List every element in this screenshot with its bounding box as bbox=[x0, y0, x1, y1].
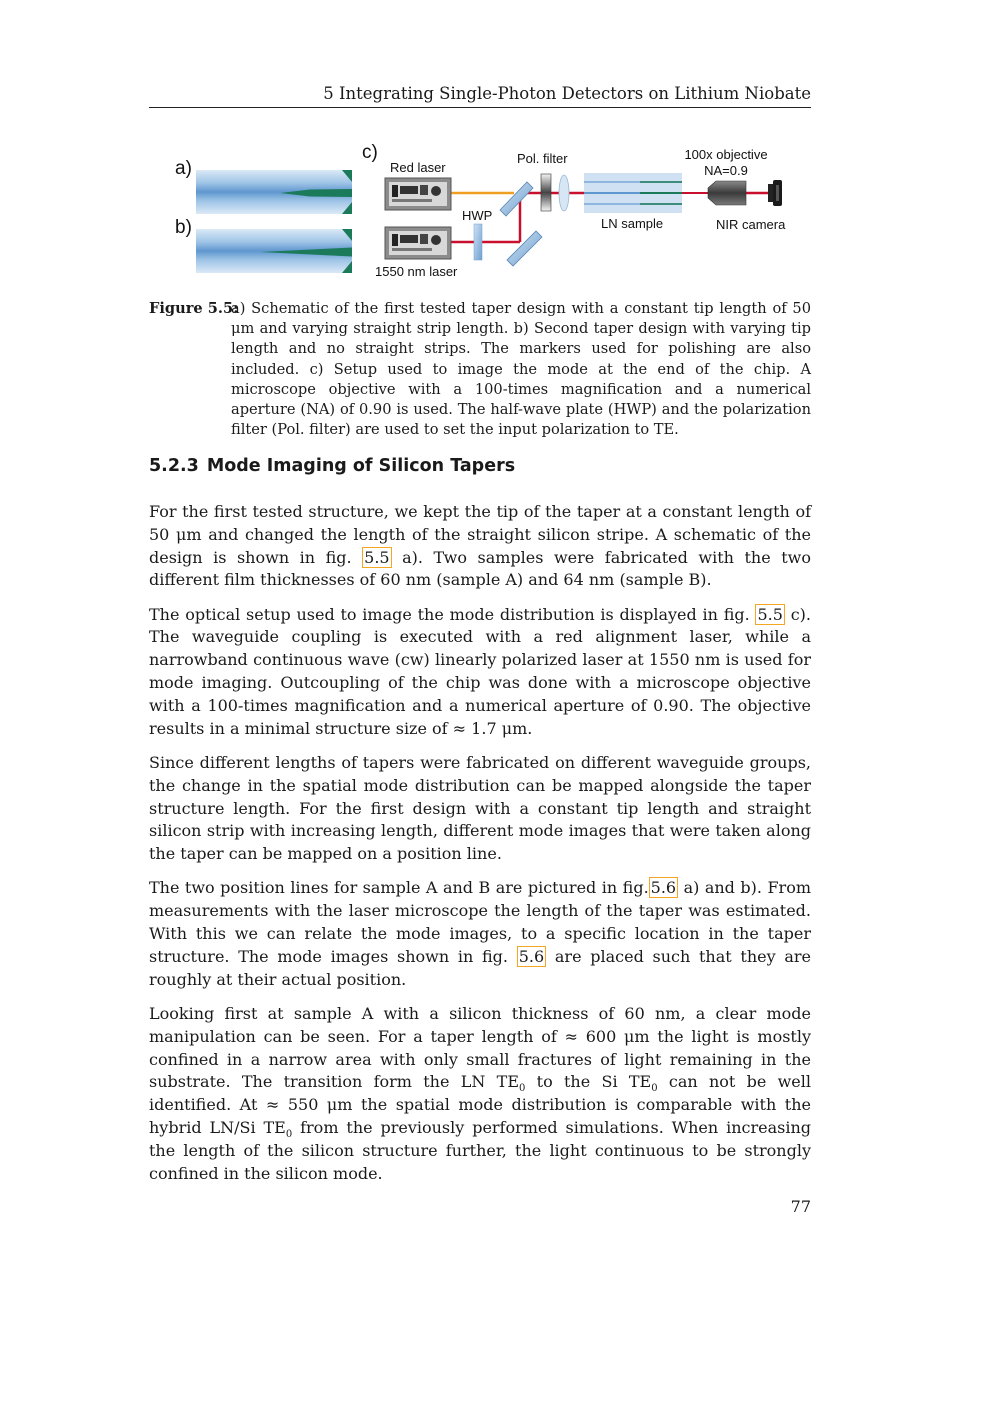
paragraph-5 bbox=[149, 1003, 811, 1185]
figure-caption bbox=[149, 299, 811, 440]
figure-ref-5-6[interactable]: 5.6 bbox=[650, 878, 677, 898]
laser-1550-device bbox=[385, 227, 451, 259]
panel-c-label: c) bbox=[362, 142, 378, 163]
ln-sample-label: LN sample bbox=[601, 216, 664, 231]
pol-filter bbox=[541, 174, 551, 211]
paragraph-2 bbox=[149, 604, 811, 741]
p5-text-c: can not be well identified. At ≈ 550 μm the spatial mode distribution is comparable with the hybrid LN/Si TE bbox=[149, 1072, 811, 1137]
p5-sub-1: 0 bbox=[519, 1083, 526, 1095]
laser-1550-label: 1550 nm laser bbox=[375, 264, 458, 279]
p1-text-b: a). Two samples were fabricated with the two different film thicknesses of 60 nm (sample A) and 64 nm (sample B). bbox=[149, 547, 811, 590]
caption-label: Figure 5.5: bbox=[149, 300, 239, 317]
p4-text-c: are placed such that they are roughly at their actual position. bbox=[149, 946, 812, 989]
pol-filter-label: Pol. filter bbox=[517, 151, 568, 166]
hwp-label: HWP bbox=[462, 208, 493, 223]
mirror-bottom bbox=[507, 231, 542, 266]
paragraph-1 bbox=[149, 501, 811, 592]
p5-text-d: from the previously performed simulations. When increasing the length of the silicon structure further, the light continuous to be strongly confined in the silicon mode. bbox=[149, 1117, 812, 1183]
ln-sample bbox=[584, 173, 682, 213]
objective-label: 100x objective bbox=[684, 147, 768, 162]
p4-text-a: The two position lines for sample A and B are pictured in fig. bbox=[149, 878, 649, 898]
figure-ref-5-5[interactable]: 5.5 bbox=[364, 547, 390, 567]
red-laser-label: Red laser bbox=[390, 160, 446, 175]
setup-schematic bbox=[160, 138, 820, 288]
nir-camera bbox=[768, 180, 782, 206]
section-title-text: Mode Imaging of Silicon Tapers bbox=[206, 456, 516, 476]
p5-text-a: Looking first at sample A with a silicon thickness of 60 nm, a clear mode manipulation can be seen. For a taper length of ≈ 600 μm the light is mostly confined in a narrow area with only small fractures of light remaining in the substrate. The transition form the LN TE bbox=[149, 1003, 811, 1092]
figure-ref-5-6[interactable]: 5.6 bbox=[518, 946, 545, 966]
nir-camera-label: NIR camera bbox=[716, 217, 786, 232]
taper-design-a bbox=[196, 170, 352, 214]
figure-5-5 bbox=[160, 138, 820, 288]
section-heading bbox=[149, 455, 811, 477]
p5-sub-2: 0 bbox=[651, 1083, 658, 1095]
taper-design-b bbox=[196, 229, 352, 273]
p2-text-b: c). The waveguide coupling is executed with a red alignment laser, while a narrowband continuous wave (cw) linearly polarized laser at 1550 nm is used for mode imaging. Outcoupling of the chip was done with a microscope objective with a 100-times magnification and a numerical aperture of 0.90. The objective results in a minimal structure size of ≈ 1.7 μm. bbox=[149, 604, 811, 738]
body-text bbox=[149, 501, 811, 1197]
hwp-plate bbox=[474, 224, 482, 260]
na-label: NA=0.9 bbox=[704, 163, 748, 178]
mirror-top bbox=[500, 182, 533, 216]
paragraph-3: Since different lengths of tapers were fabricated on different waveguide groups, the change in the spatial mode distribution can be mapped alongside the taper structure length. For the first design with a constant tip length and straight silicon strip with increasing length, different mode images that were taken along the taper can be mapped on a position line. bbox=[149, 752, 811, 864]
panel-b-label: b) bbox=[175, 217, 192, 238]
header-rule bbox=[149, 107, 811, 108]
page-number: 77 bbox=[790, 1197, 811, 1216]
caption-text: a) Schematic of the first tested taper design with a constant tip length of 50 μm and varying straight strip length. b) Second taper design with varying tip length and no straight strips. The markers used for polishing are also included. c) Setup used to image the mode at the end of the chip. A microscope objective with a 100-times magnification and a numerical aperture (NA) of 0.90 is used. The half-wave plate (HWP) and the polarization filter (Pol. filter) are used to set the input polarization to TE. bbox=[231, 300, 811, 439]
section-number: 5.2.3 bbox=[149, 456, 199, 476]
p1-text-a: For the first tested structure, we kept the tip of the taper at a constant length of 50 μm and changed the length of the straight silicon stripe. A schematic of the design is shown in fig. bbox=[149, 502, 811, 567]
panel-a-label: a) bbox=[175, 158, 192, 179]
figure-ref-5-5[interactable]: 5.5 bbox=[757, 604, 783, 624]
p5-text-b: to the Si TE bbox=[525, 1072, 652, 1092]
objective bbox=[708, 181, 746, 205]
running-head: 5 Integrating Single-Photon Detectors on Lithium Niobate bbox=[323, 84, 811, 103]
lens bbox=[559, 175, 569, 211]
p4-text-b: a) and b). From measurements with the laser microscope the length of the taper was estimated. With this we can relate the mode images, to a specific location in the taper structure. The mode images shown in fig. bbox=[149, 878, 811, 966]
paragraph-4 bbox=[149, 877, 811, 991]
p2-text-a: The optical setup used to image the mode distribution is displayed in fig. bbox=[149, 604, 756, 624]
p5-sub-3: 0 bbox=[285, 1129, 293, 1141]
red-laser-device bbox=[385, 178, 451, 210]
